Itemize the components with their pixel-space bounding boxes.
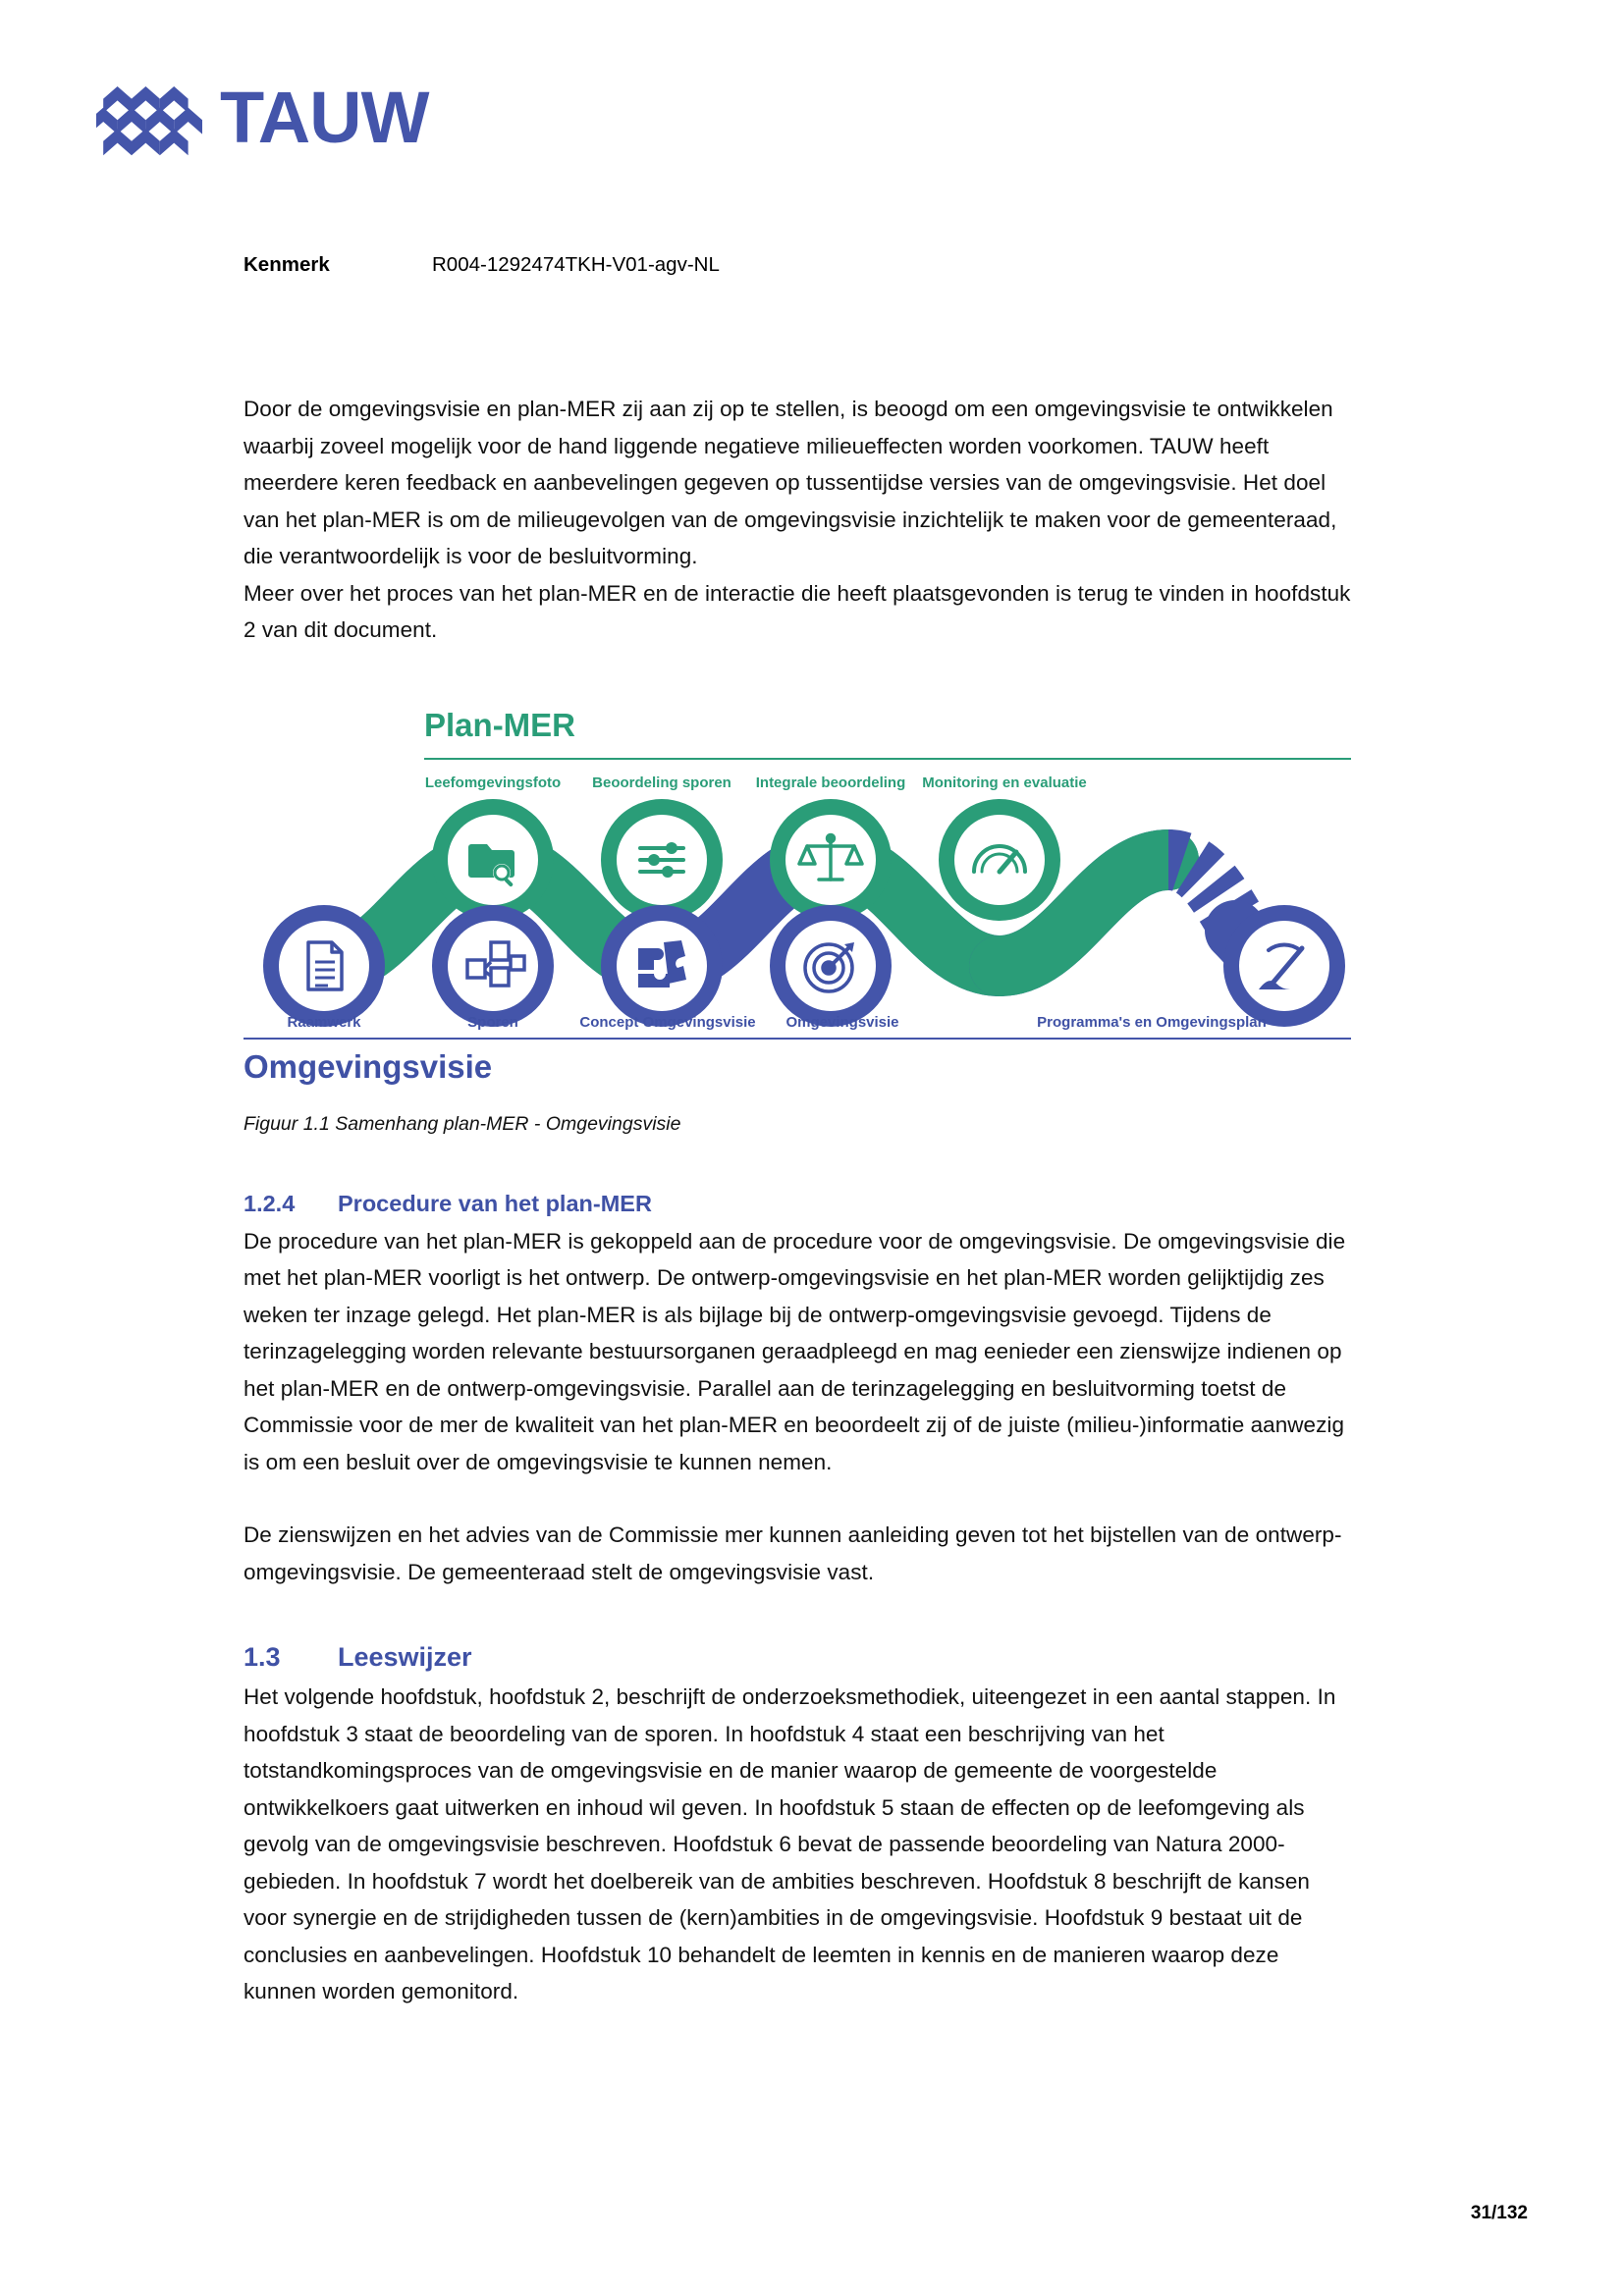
intro-paragraph: Door de omgevingsvisie en plan-MER zij aan zij op te stellen, is beoogd om een omgevingsvisie te ontwikkelen waarbij zoveel mogelijk voor de hand liggende negatieve milieueffecten worden voorkomen. TAUW heeft meerdere keren feedback en aanbevelingen gegeven op tussentijdse versies van de omgevingsvisie. Het doel van het plan-MER is om de milieugevolgen van de omgevingsvisie inzichtelijk te maken voor de gemeenteraad, die verantwoordelijk is voor de besluitvorming. [244,397,1337,568]
tauw-logo-wordmark: TAUW [220,77,429,158]
figure-plan-mer-omgevingsvisie [244,685,1351,1109]
section-title: Leeswijzer [338,1642,472,1672]
figure-top-label-1: Beoordeling sporen [592,774,731,791]
figure-top-label-0: Leefomgevingsfoto [424,774,562,791]
section-number: 1.3 [244,1642,281,1672]
document-content [244,391,1351,2010]
figure-bottom-label-1: Sporen [467,1013,518,1031]
figure-svg [244,685,1351,1109]
figure-bottom-title: Omgevingsvisie [244,1047,493,1085]
figure-bottom-label-3: Omgevingsvisie [785,1013,899,1031]
kenmerk-row [244,253,720,277]
section-heading-1-2-4 [244,1184,1351,1223]
section-124-paragraph-2: De zienswijzen en het advies van de Commissie mer kunnen aanleiding geven tot het bijstellen van de ontwerp-omgevingsvisie. De gemeenteraad stelt de omgevingsvisie vast. [244,1522,1342,1584]
figure-bottom-label-0: Raamwerk [287,1013,361,1031]
section-title: Procedure van het plan-MER [338,1190,652,1216]
section-heading-1-3 [244,1635,1351,1679]
section-124-paragraph-1: De procedure van het plan-MER is gekoppeld aan de procedure voor de omgevingsvisie. De omgevingsvisie die met het plan-MER voorligt is het ontwerp. De ontwerp-omgevingsvisie en het plan-MER worden gelijktijdig zes weken ter inzage gelegd. Het plan-MER is als bijlage bij de ontwerp-omgevingsvisie gevoegd. Tijdens de terinzagelegging worden relevante bestuursorganen geraadpleegd en mag eenieder een zienswijze indienen op het plan-MER en de ontwerp-omgevingsvisie. Parallel aan de terinzagelegging en besluitvorming toetst de Commissie voor de mer de kwaliteit van het plan-MER en beoordeelt zij of de juiste (milieu-)informatie aanwezig is om een besluit over de omgevingsvisie te kunnen nemen. [244,1228,1346,1474]
figure-caption: Figuur 1.1 Samenhang plan-MER - Omgevingsvisie [244,1112,681,1135]
figure-top-label-3: Monitoring en evaluatie [922,774,1087,791]
page-number: 31/132 [1470,2203,1528,2223]
tauw-logo [96,69,428,175]
figure-top-title: Plan-MER [424,706,576,743]
figure-top-label-2: Integrale beoordeling [755,774,906,791]
kenmerk-value: R004-1292474TKH-V01-agv-NL [432,253,720,276]
figure-bottom-label-4: Programma's en Omgevingsplan [1037,1013,1267,1031]
section-13-paragraph-1: Het volgende hoofdstuk, hoofdstuk 2, beschrijft de onderzoeksmethodiek, uiteengezet in een aantal stappen. In hoofdstuk 3 staat de beoordeling van de sporen. In hoofdstuk 4 staat een beschrijving van het totstandkomingsproces van de omgevingsvisie en de manier waarop de gemeente de voorgestelde ontwikkelkoers gaat uitwerken en inhoud wil geven. In hoofdstuk 5 staan de effecten op de leefomgeving als gevolg van de omgevingsvisie beschreven. Hoofdstuk 6 bevat de passende beoordeling van Natura 2000-gebieden. In hoofdstuk 7 wordt het doelbereik van de ambities beschreven. Hoofdstuk 8 beschrijft de kansen voor synergie en de strijdigheden tussen de (kern)ambities in de omgevingsvisie. Hoofdstuk 9 bestaat uit de conclusies en aanbevelingen. Hoofdstuk 10 behandelt de leemten in kennis en de manieren waarop deze kunnen worden gemonitord. [244,1684,1336,2003]
intro-paragraph-2: Meer over het proces van het plan-MER en de interactie die heeft plaatsgevonden is terug te vinden in hoofdstuk 2 van dit document. [244,580,1351,642]
section-number: 1.2.4 [244,1190,296,1216]
tauw-logo-mark [96,69,202,175]
kenmerk-label: Kenmerk [244,253,330,276]
figure-bottom-label-2: Concept Omgevingsvisie [579,1013,756,1031]
